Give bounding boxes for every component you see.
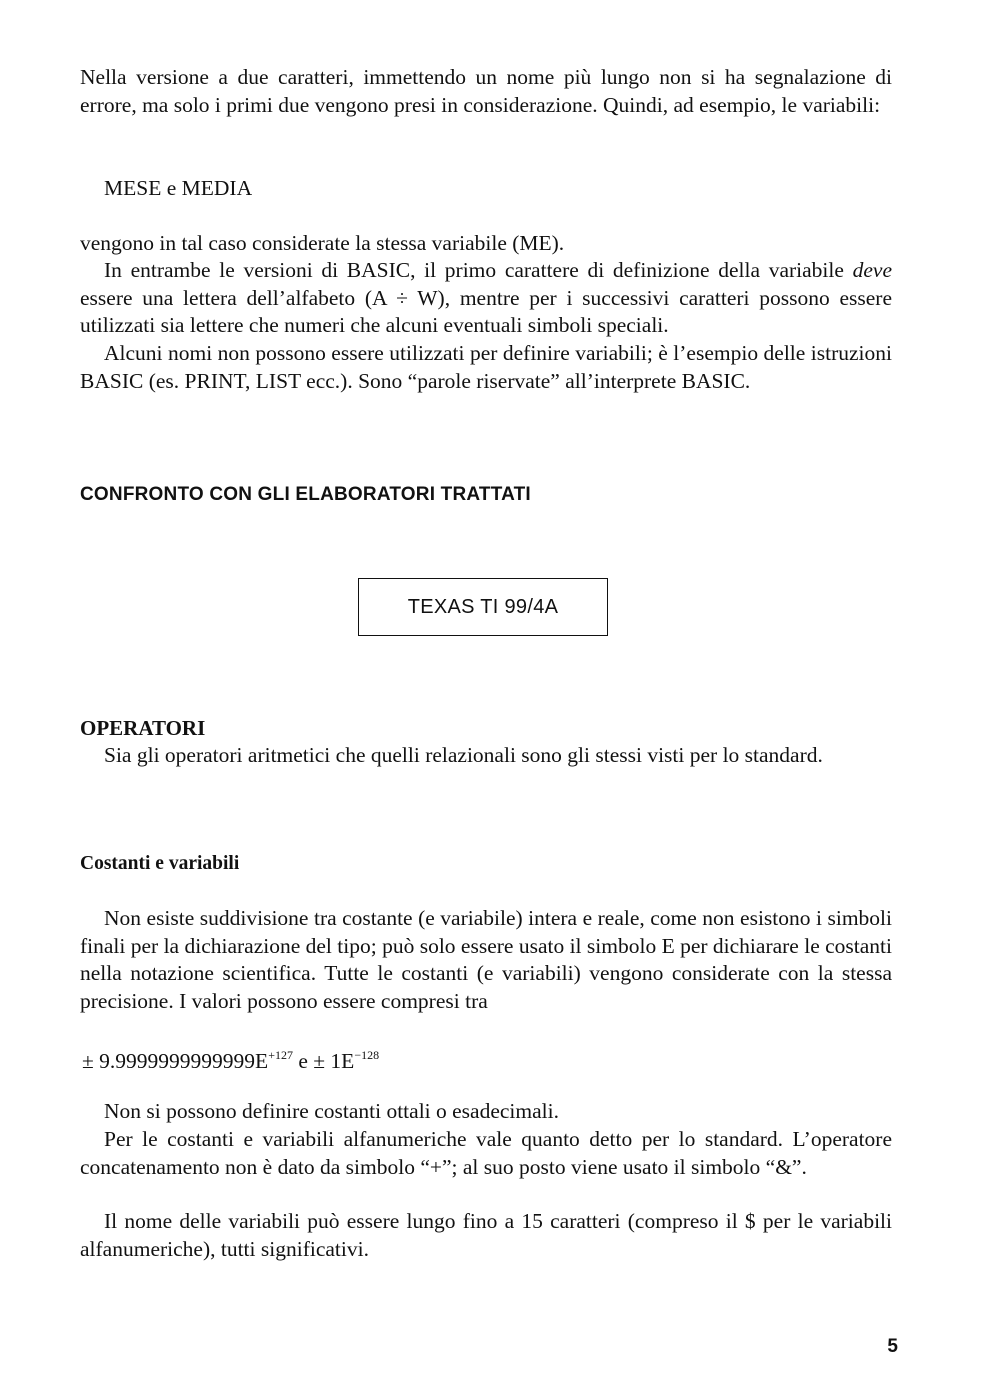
formula-max-exponent: +127	[268, 1048, 293, 1062]
intro-paragraph-3-end: essere una lettera dell’alfabeto (A ÷ W), mentre per i successivi caratteri possono essere utilizzati sia lettere che numeri che alcuni eventuali simboli speciali.	[80, 285, 892, 337]
formula-min-exponent: −128	[354, 1048, 380, 1062]
intro-paragraph-4: Alcuni nomi non possono essere utilizzati per definire variabili; è l’esempio delle istruzioni BASIC (es. PRINT, LIST ecc.). Sono “parole riservate” all’interprete BASIC.	[80, 341, 892, 393]
intro-paragraph-1: Nella versione a due caratteri, immettendo un nome più lungo non si ha segnalazione di errore, ma solo i primi due vengono presi in considerazione. Quindi, ad esempio, le variabili:	[80, 65, 892, 117]
intro-paragraph-2: vengono in tal caso considerate la stessa variabile (ME).	[80, 231, 565, 255]
formula-min: e ± 1E	[292, 1049, 355, 1073]
operatori-heading: OPERATORI	[80, 716, 206, 740]
costanti-paragraph-3: Per le costanti e variabili alfanumeriche vale quanto detto per lo standard. L’operatore concatenamento non è dato da simbolo “+”; al suo posto viene usato il simbolo “&”.	[80, 1127, 892, 1179]
variable-example: MESE e MEDIA	[104, 176, 253, 200]
costanti-heading: Costanti e variabili	[80, 853, 240, 874]
value-range-formula	[82, 1040, 379, 1076]
intro-paragraph-3-start: In entrambe le versioni di BASIC, il primo carattere di definizione della variabile	[104, 258, 853, 282]
costanti-paragraph-1: Non esiste suddivisione tra costante (e variabile) intera e reale, come non esistono i simboli finali per la dichiarazione del tipo; può solo essere usato il simbolo E per dichiarare le costanti nella notazione scientifica. Tutte le costanti (e variabili) vengono considerate con la stessa precisione. I valori possono essere compresi tra	[80, 906, 892, 1013]
intro-paragraph-3	[80, 257, 892, 340]
computer-title: TEXAS TI 99/4A	[407, 595, 559, 618]
section-heading: CONFRONTO CON GLI ELABORATORI TRATTATI	[80, 484, 531, 505]
formula-max: ± 9.9999999999999E	[82, 1049, 269, 1073]
emphasis-deve: deve	[852, 258, 892, 282]
costanti-paragraph-2: Non si possono definire costanti ottali o esadecimali.	[104, 1099, 559, 1123]
operatori-paragraph: Sia gli operatori aritmetici che quelli relazionali sono gli stessi visti per lo standard.	[104, 743, 823, 767]
page-number: 5	[887, 1336, 898, 1357]
costanti-paragraph-4: Il nome delle variabili può essere lungo fino a 15 caratteri (compreso il $ per le variabili alfanumeriche), tutti significativi.	[80, 1209, 892, 1261]
computer-title-box	[358, 578, 608, 636]
